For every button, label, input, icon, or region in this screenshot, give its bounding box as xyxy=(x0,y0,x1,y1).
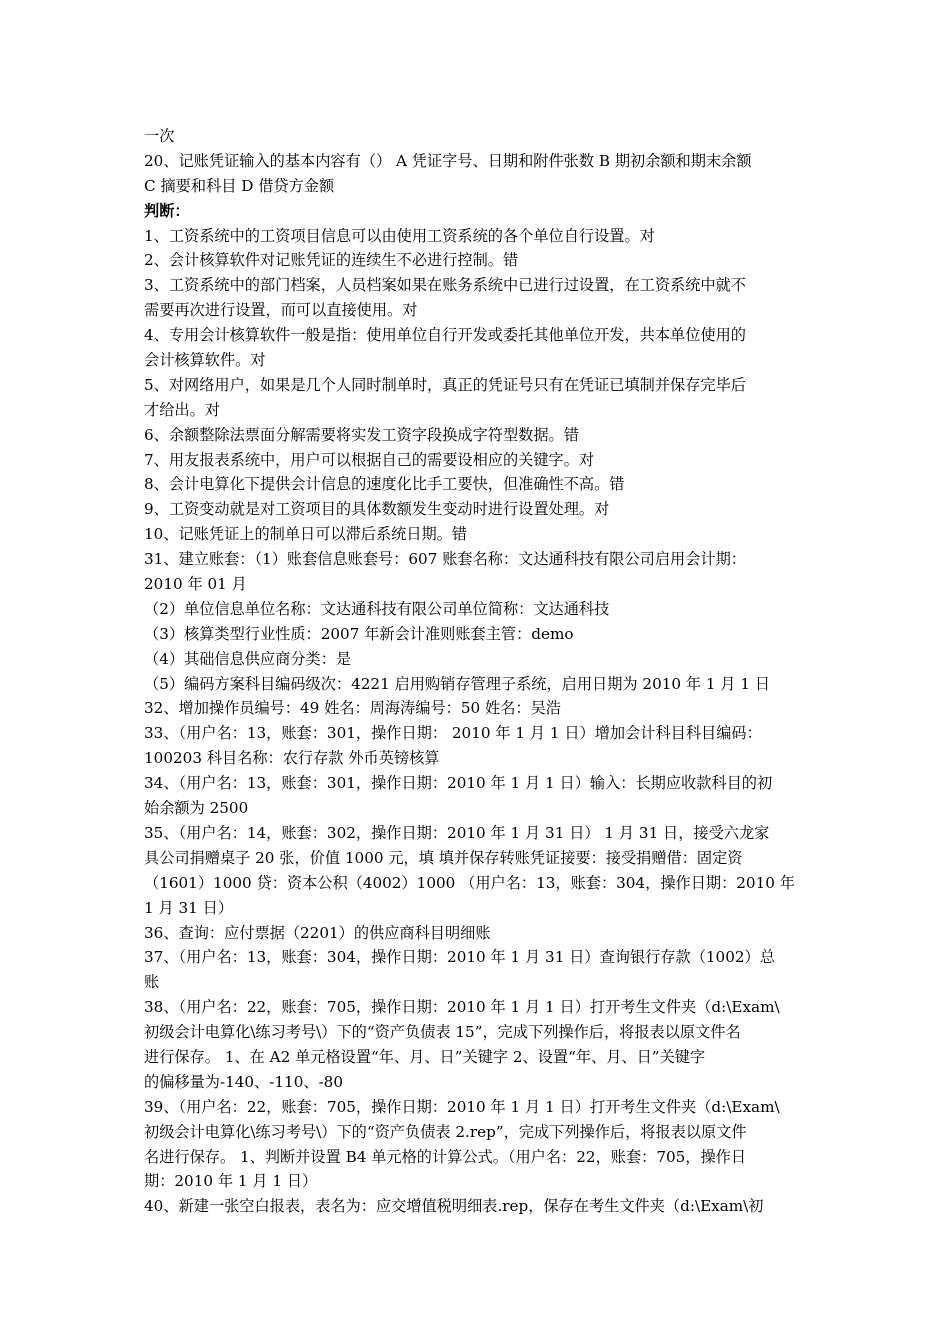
text-line: （5）编码方案科目编码级次：4221 启用购销存管理子系统，启用日期为 2010 年 1 月 1 日 xyxy=(144,674,771,693)
text-line: 35、（用户名：14，账套：302，操作日期：2010 年 1 月 31 日） 1 月 31 日，接受六龙家 xyxy=(144,823,770,842)
text-line: 1 月 31 日） xyxy=(144,898,234,917)
text-line: 需要再次进行设置，而可以直接使用。对 xyxy=(144,301,418,320)
text-line: （1601）1000 贷：资本公积（4002）1000 （用户名：13，账套：304，操作日期：2010 年 xyxy=(144,873,795,892)
text-line: 31、建立账套：（1）账套信息账套号：607 账套名称：文达通科技有限公司启用会计期： xyxy=(144,550,746,569)
text-line: 20、记账凭证输入的基本内容有（） A 凭证字号、日期和附件张数 B 期初余额和期末余额 xyxy=(144,151,752,170)
text-line: 36、查询：应付票据（2201）的供应商科目明细账 xyxy=(144,923,491,942)
text-line: 名进行保存。 1、判断并设置 B4 单元格的计算公式。（用户名：22，账套：705，操作日 xyxy=(144,1147,747,1166)
text-line: 37、（用户名：13，账套：304，操作日期：2010 年 1 月 31 日）查询银行存款（1002）总 xyxy=(144,948,775,967)
text-line: 初级会计电算化\练习考号\）下的“资产负债表 15”，完成下列操作后，将报表以原文件名 xyxy=(144,1023,741,1042)
text-line: 具公司捐赠桌子 20 张，价值 1000 元，填 填并保存转账凭证接要：接受捐赠借：固定资 xyxy=(144,848,743,867)
text-line: （2）单位信息单位名称：文达通科技有限公司单位简称：文达通科技 xyxy=(144,599,610,618)
section-heading: 判断： xyxy=(144,201,190,220)
text-line: 10、记账凭证上的制单日可以滞后系统日期。错 xyxy=(144,525,468,544)
text-line: 2、会计核算软件对记账凭证的连续生不必进行控制。错 xyxy=(144,251,519,270)
text-line: 9、工资变动就是对工资项目的具体数额发生变动时进行设置处理。对 xyxy=(144,500,610,519)
text-line: 34、（用户名：13，账套：301，操作日期：2010 年 1 月 1 日）输入：长期应收款科目的初 xyxy=(144,774,773,793)
text-line: 8、会计电算化下提供会计信息的速度化比手工要快，但准确性不高。错 xyxy=(144,475,625,494)
text-line: 33、（用户名：13，账套：301，操作日期： 2010 年 1 月 1 日）增加会计科目科目编码： xyxy=(144,724,762,743)
text-line: 期：2010 年 1 月 1 日） xyxy=(144,1172,318,1191)
text-line: 才给出。对 xyxy=(144,400,220,419)
text-line: 始余额为 2500 xyxy=(144,799,249,818)
text-line: 会计核算软件。对 xyxy=(144,351,266,370)
text-line: 40、新建一张空白报表，表名为：应交增值税明细表.rep，保存在考生文件夹（d:\Exam\初 xyxy=(144,1197,764,1216)
text-line: 3、工资系统中的部门档案，人员档案如果在账务系统中已进行过设置，在工资系统中就不 xyxy=(144,276,746,295)
text-line: 账 xyxy=(144,973,160,992)
text-line: 6、余额整除法票面分解需要将实发工资字段换成字符型数据。错 xyxy=(144,425,579,444)
text-line: 的偏移量为-140、-110、-80 xyxy=(144,1072,344,1091)
text-line: 38、（用户名：22，账套：705，操作日期：2010 年 1 月 1 日）打开考生文件夹（d:\Exam\ xyxy=(144,998,780,1017)
text-line: 2010 年 01 月 xyxy=(144,575,247,594)
text-line: 39、（用户名：22，账套：705，操作日期：2010 年 1 月 1 日）打开考生文件夹（d:\Exam\ xyxy=(144,1097,780,1116)
document-body xyxy=(144,124,809,1219)
text-line: 1、工资系统中的工资项目信息可以由使用工资系统的各个单位自行设置。对 xyxy=(144,226,655,245)
text-line: 32、增加操作员编号：49 姓名：周海涛编号：50 姓名：吴浩 xyxy=(144,699,561,718)
text-line: （3）核算类型行业性质：2007 年新会计准则账套主管：demo xyxy=(144,624,574,643)
text-line: 4、专用会计核算软件一般是指：使用单位自行开发或委托其他单位开发，共本单位使用的 xyxy=(144,326,746,345)
text-line: 5、对网络用户，如果是几个人同时制单时，真正的凭证号只有在凭证已填制并保存完毕后 xyxy=(144,375,746,394)
text-line: 7、用友报表系统中，用户可以根据自己的需要设相应的关键字。对 xyxy=(144,450,595,469)
text-line: 进行保存。 1、在 A2 单元格设置“年、月、日”关键字 2、设置“年、月、日”关键字 xyxy=(144,1047,706,1066)
text-line: （4）其础信息供应商分类：是 xyxy=(144,649,352,668)
text-line: 初级会计电算化\练习考号\）下的“资产负债表 2.rep”，完成下列操作后，将报表以原文件 xyxy=(144,1122,747,1141)
text-line: 一次 xyxy=(144,127,175,145)
text-line: 100203 科目名称：农行存款 外币英镑核算 xyxy=(144,749,440,768)
text-line: C 摘要和科目 D 借贷方金额 xyxy=(144,176,335,195)
